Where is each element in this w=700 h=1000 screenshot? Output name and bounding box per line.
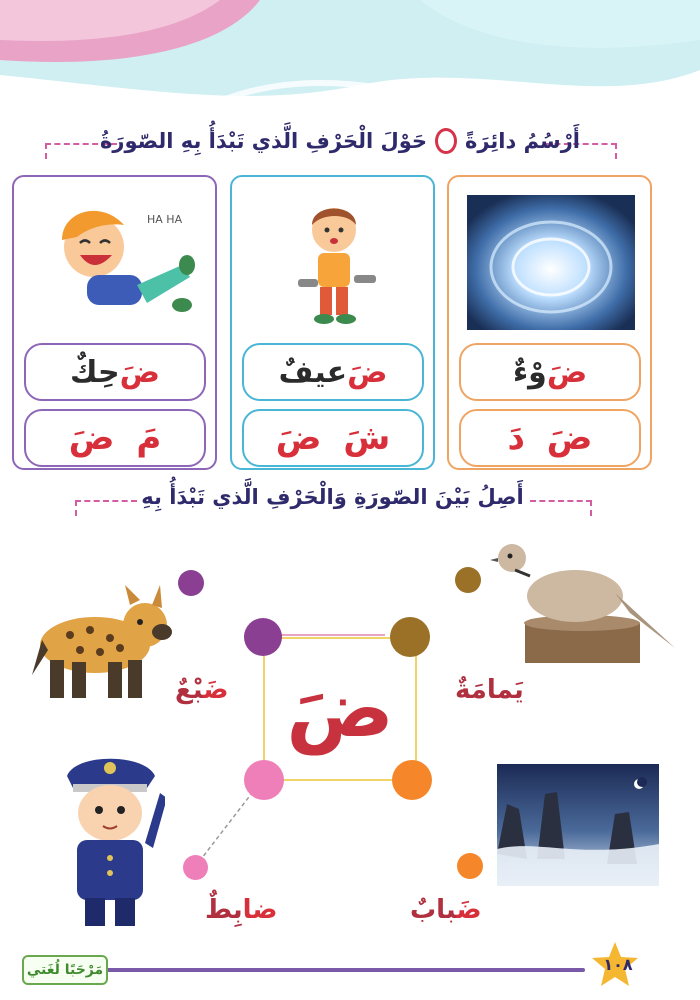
word-hyena	[175, 675, 229, 705]
word-first-letter: ضَ	[546, 354, 588, 390]
brand-label: مَرْحَبًا لُغَتي	[22, 955, 108, 985]
letter-choice[interactable]: ضَ	[68, 418, 115, 458]
fog-landscape-photo	[497, 764, 659, 886]
hyena-illustration	[30, 580, 180, 705]
dot-dove[interactable]	[455, 567, 481, 593]
svg-text:HA HA: HA HA	[147, 213, 183, 226]
letter-choice[interactable]: مَ	[136, 418, 162, 458]
word-first-letter: ضا	[242, 895, 278, 925]
police-officer-illustration	[55, 748, 165, 928]
letter-choice[interactable]: ضَ	[546, 418, 593, 458]
dot-center-bottom-left[interactable]	[244, 760, 284, 800]
letter-choice[interactable]: شَ	[343, 418, 391, 458]
word-first-letter: ضَ	[456, 895, 482, 925]
letter-choice[interactable]: دَ	[507, 418, 525, 458]
word-text: يَمامَةٌ	[455, 675, 524, 705]
footer-line	[95, 968, 585, 972]
word-rest: بابٌ	[410, 895, 457, 925]
word-rest: بِطٌ	[205, 895, 243, 925]
word-rest: بْعٌ	[175, 675, 204, 705]
word-rest: وْءٌ	[512, 354, 547, 390]
word-first-letter: ضَ	[119, 354, 160, 390]
page-number: ١٠٨	[603, 955, 633, 974]
word-dove	[455, 675, 524, 705]
dove-illustration	[490, 538, 680, 663]
word-first-letter: ضَ	[347, 354, 388, 390]
dot-center-top-right[interactable]	[390, 617, 430, 657]
instruction-text-3: أَصِلُ بَيْنَ الصّورَةِ وَالْحَرْفِ الَّذي تَبْدَأُ بِهِ	[141, 485, 524, 509]
letter-choice[interactable]: ضَ	[275, 418, 322, 458]
word-rest: حِكٌ	[70, 354, 120, 390]
dot-center-bottom-right[interactable]	[392, 760, 432, 800]
center-letter: ضَ	[286, 662, 394, 755]
word-first-letter: ضَ	[203, 675, 229, 705]
word-fog	[410, 895, 482, 925]
word-rest: عيفٌ	[278, 354, 348, 390]
dot-officer[interactable]	[183, 855, 208, 880]
center-letter-box	[263, 637, 417, 781]
dot-fog[interactable]	[457, 853, 483, 879]
instruction-text-2: حَوْلَ الْحَرْفِ الَّذي تَبْدَأُ بِهِ الصّورَةُ	[100, 129, 428, 153]
instruction-text-1: أَرْسُمُ دائِرَةً	[464, 129, 580, 153]
dot-hyena[interactable]	[178, 570, 204, 596]
dot-center-top-left[interactable]	[244, 618, 282, 656]
word-officer	[205, 895, 278, 925]
